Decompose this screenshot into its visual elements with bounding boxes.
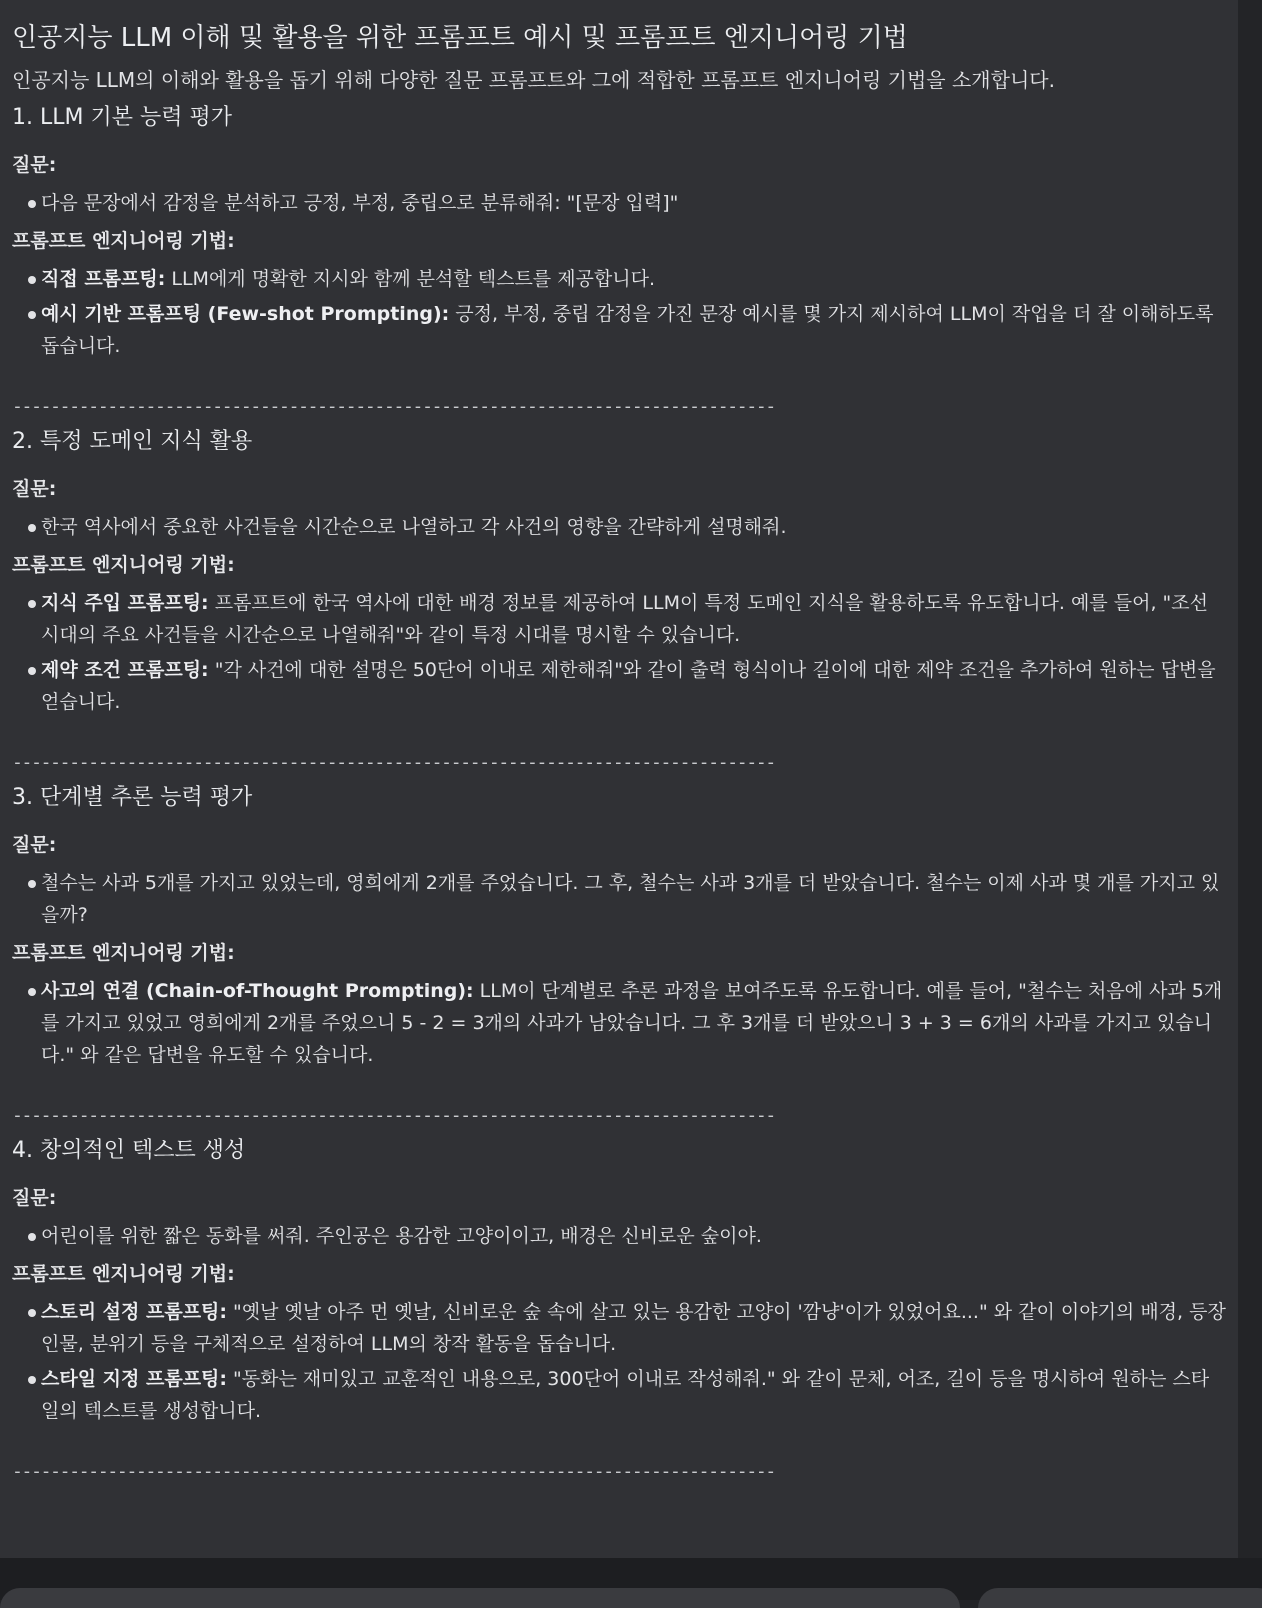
technique-item — [28, 587, 1226, 651]
technique-name: 예시 기반 프롬프팅 (Few-shot Prompting): — [41, 303, 450, 325]
bottom-side-panel[interactable] — [978, 1588, 1262, 1608]
bottom-input-area[interactable] — [0, 1588, 960, 1608]
technique-description: LLM이 단계별로 추론 과정을 보여주도록 유도합니다. 예를 들어, "철수는 처음에 사과 5개를 가지고 있었고 영희에게 2개를 주었으니 5 - 2 = 3개의 사과가 남았습니다. 그 후 3개를 더 받았으니 3 + 3 = 6개의 사과를 가지고 있습니다." 와 같은 답변을 유도할 수 있습니다. — [41, 980, 1223, 1066]
section-divider: -------------------------------------------------------------------------------- — [12, 752, 775, 773]
question-list — [12, 867, 1226, 931]
technique-description: 긍정, 부정, 중립 감정을 가진 문장 예시를 몇 가지 제시하여 LLM이 작업을 더 잘 이해하도록 돕습니다. — [41, 303, 1214, 357]
technique-item — [28, 1363, 1226, 1427]
technique-item — [28, 975, 1226, 1071]
question-item: 한국 역사에서 중요한 사건들을 시간순으로 나열하고 각 사건의 영향을 간략하게 설명해줘. — [28, 511, 1226, 543]
technique-label: 프롬프트 엔지니어링 기법: — [12, 230, 235, 252]
technique-description: "옛날 옛날 아주 먼 옛날, 신비로운 숲 속에 살고 있는 용감한 고양이 '깜냥'이가 있었어요..." 와 같이 이야기의 배경, 등장 인물, 분위기 등을 구체적으로 설정하여 LLM의 창작 활동을 돕습니다. — [41, 1301, 1226, 1355]
question-item: 철수는 사과 5개를 가지고 있었는데, 영희에게 2개를 주었습니다. 그 후, 철수는 사과 3개를 더 받았습니다. 철수는 이제 사과 몇 개를 가지고 있을까? — [28, 867, 1226, 931]
question-item: 어린이를 위한 짧은 동화를 써줘. 주인공은 용감한 고양이이고, 배경은 신비로운 숲이야. — [28, 1220, 1226, 1252]
question-list — [12, 1220, 1226, 1252]
technique-item — [28, 654, 1226, 718]
technique-label: 프롬프트 엔지니어링 기법: — [12, 942, 235, 964]
technique-list — [12, 587, 1226, 718]
window-edge — [1238, 0, 1262, 1558]
technique-label: 프롬프트 엔지니어링 기법: — [12, 554, 235, 576]
page-title: 인공지능 LLM 이해 및 활용을 위한 프롬프트 예시 및 프롬프트 엔지니어링 기법 — [12, 23, 908, 53]
question-list — [12, 187, 1226, 219]
section-title: 2. 특정 도메인 지식 활용 — [12, 429, 253, 454]
technique-name: 스타일 지정 프롬프팅: — [41, 1368, 228, 1390]
technique-item — [28, 1296, 1226, 1360]
section-divider: -------------------------------------------------------------------------------- — [12, 1461, 775, 1482]
technique-name: 사고의 연결 (Chain-of-Thought Prompting): — [41, 980, 474, 1002]
technique-description: "각 사건에 대한 설명은 50단어 이내로 제한해줘"와 같이 출력 형식이나 길이에 대한 제약 조건을 추가하여 원하는 답변을 얻습니다. — [41, 659, 1216, 713]
technique-list — [12, 263, 1226, 362]
question-label: 질문: — [12, 1187, 57, 1209]
intro-paragraph: 인공지능 LLM의 이해와 활용을 돕기 위해 다양한 질문 프롬프트와 그에 적합한 프롬프트 엔지니어링 기법을 소개합니다. — [12, 68, 1055, 92]
sections-container — [12, 100, 1226, 1487]
technique-name: 지식 주입 프롬프팅: — [41, 592, 209, 614]
question-list — [12, 511, 1226, 543]
question-label: 질문: — [12, 154, 57, 176]
question-label: 질문: — [12, 834, 57, 856]
technique-name: 제약 조건 프롬프팅: — [41, 659, 209, 681]
question-label: 질문: — [12, 478, 57, 500]
section-title: 3. 단계별 추론 능력 평가 — [12, 785, 253, 810]
section-title: 1. LLM 기본 능력 평가 — [12, 105, 232, 130]
technique-name: 스토리 설정 프롬프팅: — [41, 1301, 228, 1323]
technique-description: 프롬프트에 한국 역사에 대한 배경 정보를 제공하여 LLM이 특정 도메인 지식을 활용하도록 유도합니다. 예를 들어, "조선 시대의 주요 사건들을 시간순으로 나열해줘"와 같이 특정 시대를 명시할 수 있습니다. — [41, 592, 1208, 646]
bottom-bar — [0, 1558, 1262, 1600]
technique-item — [28, 298, 1226, 362]
technique-description: "동화는 재미있고 교훈적인 내용으로, 300단어 이내로 작성해줘." 와 같이 문체, 어조, 길이 등을 명시하여 원하는 스타일의 텍스트를 생성합니다. — [41, 1368, 1210, 1422]
question-item: 다음 문장에서 감정을 분석하고 긍정, 부정, 중립으로 분류해줘: "[문장 입력]" — [28, 187, 1226, 219]
technique-name: 직접 프롬프팅: — [41, 268, 166, 290]
technique-item — [28, 263, 1226, 295]
technique-list — [12, 1296, 1226, 1427]
section-divider: -------------------------------------------------------------------------------- — [12, 1105, 775, 1126]
technique-label: 프롬프트 엔지니어링 기법: — [12, 1263, 235, 1285]
section-title: 4. 창의적인 텍스트 생성 — [12, 1138, 246, 1163]
section-divider: -------------------------------------------------------------------------------- — [12, 396, 775, 417]
technique-list — [12, 975, 1226, 1071]
technique-description: LLM에게 명확한 지시와 함께 분석할 텍스트를 제공합니다. — [165, 268, 656, 290]
